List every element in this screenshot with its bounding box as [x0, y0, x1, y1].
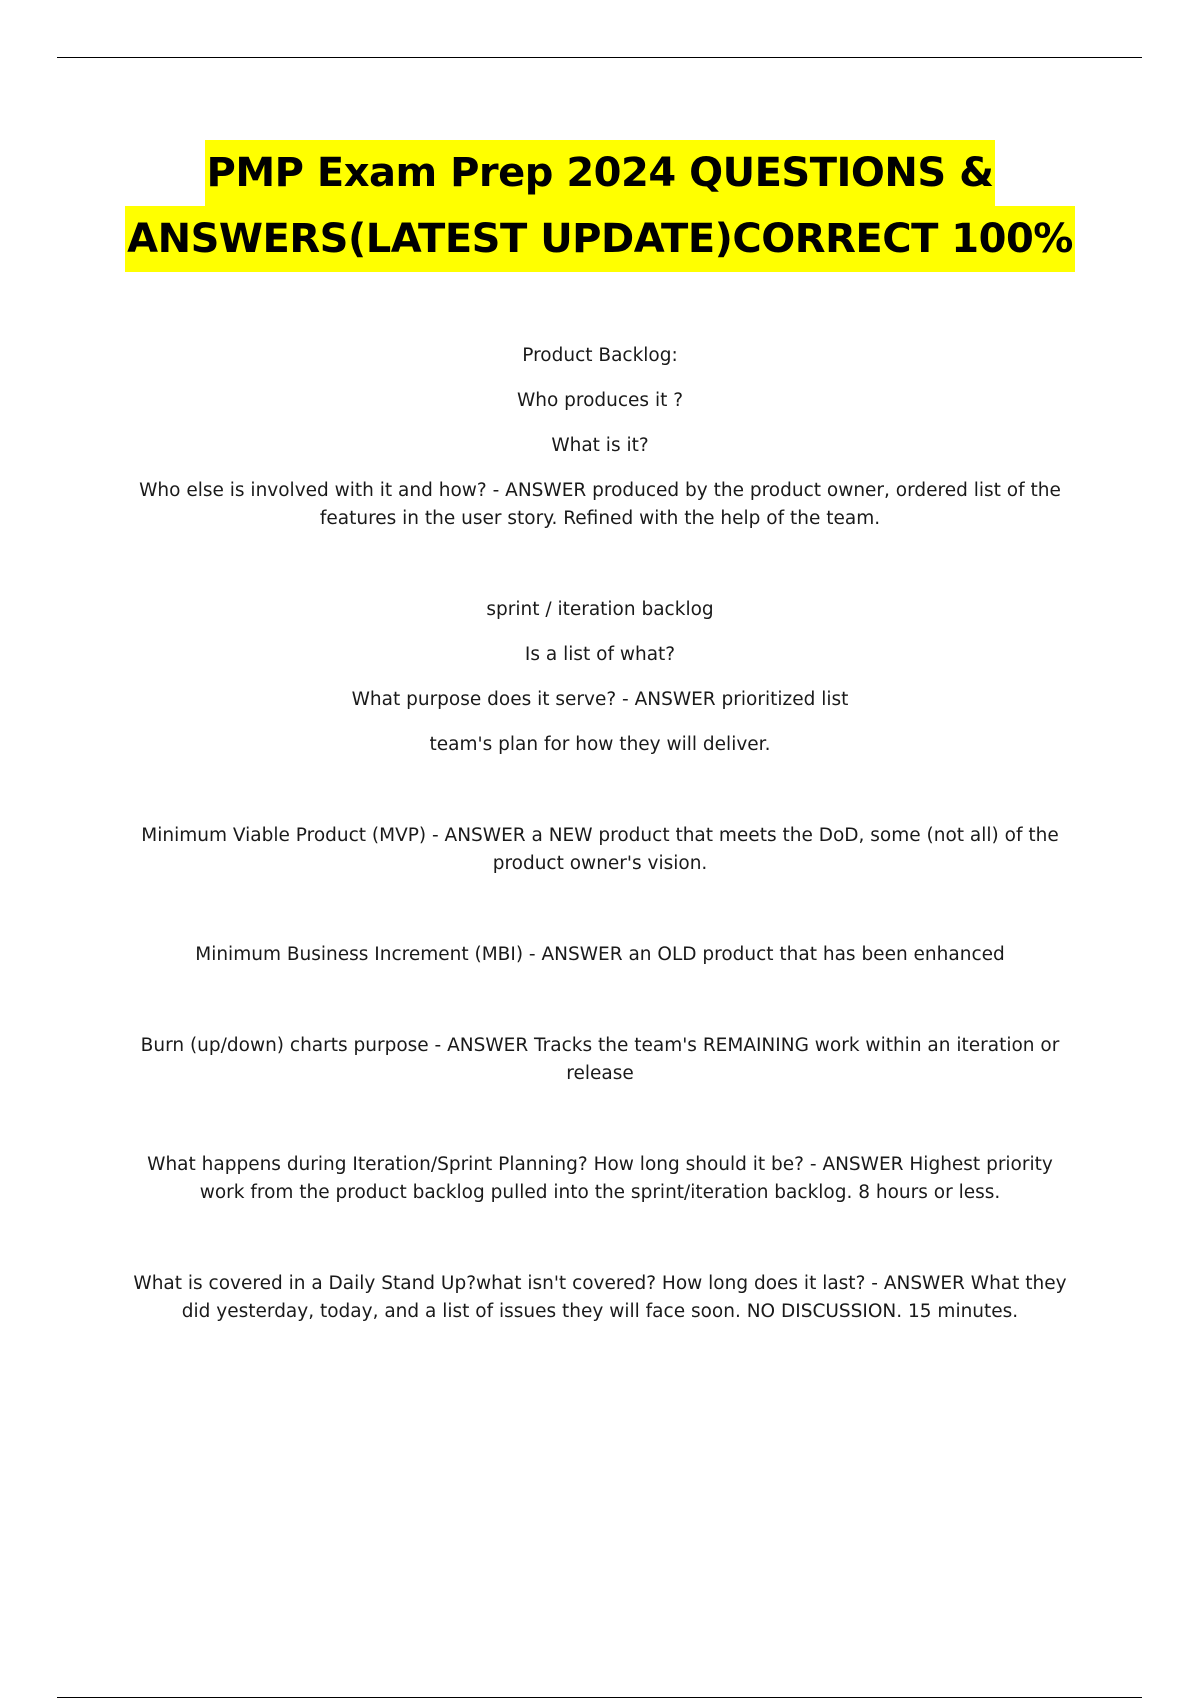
bottom-rule: [57, 1697, 1142, 1698]
daily-standup-entry: What is covered in a Daily Stand Up?what isn't covered? How long does it last? - ANSWER What they did yesterday, today, and a list of issues they will face soon. NO DISCUSSION. 15 minutes.: [133, 1273, 1067, 1322]
document-body: [130, 342, 1070, 1326]
title-line-1: PMP Exam Prep 2024 QUESTIONS &: [205, 140, 996, 206]
product-backlog-heading: Product Backlog:: [522, 345, 678, 366]
mvp-entry: Minimum Viable Product (MVP) - ANSWER a NEW product that meets the DoD, some (not all) of the product owner's vision.: [141, 825, 1059, 874]
top-rule: [57, 57, 1142, 58]
mbi-entry: Minimum Business Increment (MBI) - ANSWER an OLD product that has been enhanced: [195, 944, 1005, 965]
title-line-2: ANSWERS(LATEST UPDATE)CORRECT 100%: [125, 206, 1075, 272]
sprint-backlog-answer: What purpose does it serve? - ANSWER prioritized list: [351, 689, 849, 710]
sprint-planning-entry: What happens during Iteration/Sprint Planning? How long should it be? - ANSWER Highest priority work from the product backlog pulled into the sprint/iteration backlog. 8 hours or less.: [147, 1154, 1053, 1203]
product-backlog-question-who: Who produces it ?: [516, 390, 684, 411]
product-backlog-answer: Who else is involved with it and how? - ANSWER produced by the product owner, ordered list of the features in the user story. Refined with the help of the team.: [139, 480, 1061, 529]
product-backlog-question-what: What is it?: [551, 435, 649, 456]
sprint-backlog-question-list: Is a list of what?: [524, 644, 676, 665]
sprint-backlog-heading: sprint / iteration backlog: [486, 599, 714, 620]
sprint-backlog-answer-cont: team's plan for how they will deliver.: [429, 734, 771, 755]
burn-charts-entry: Burn (up/down) charts purpose - ANSWER Tracks the team's REMAINING work within an iteration or release: [140, 1035, 1060, 1084]
document-title: [60, 140, 1140, 272]
